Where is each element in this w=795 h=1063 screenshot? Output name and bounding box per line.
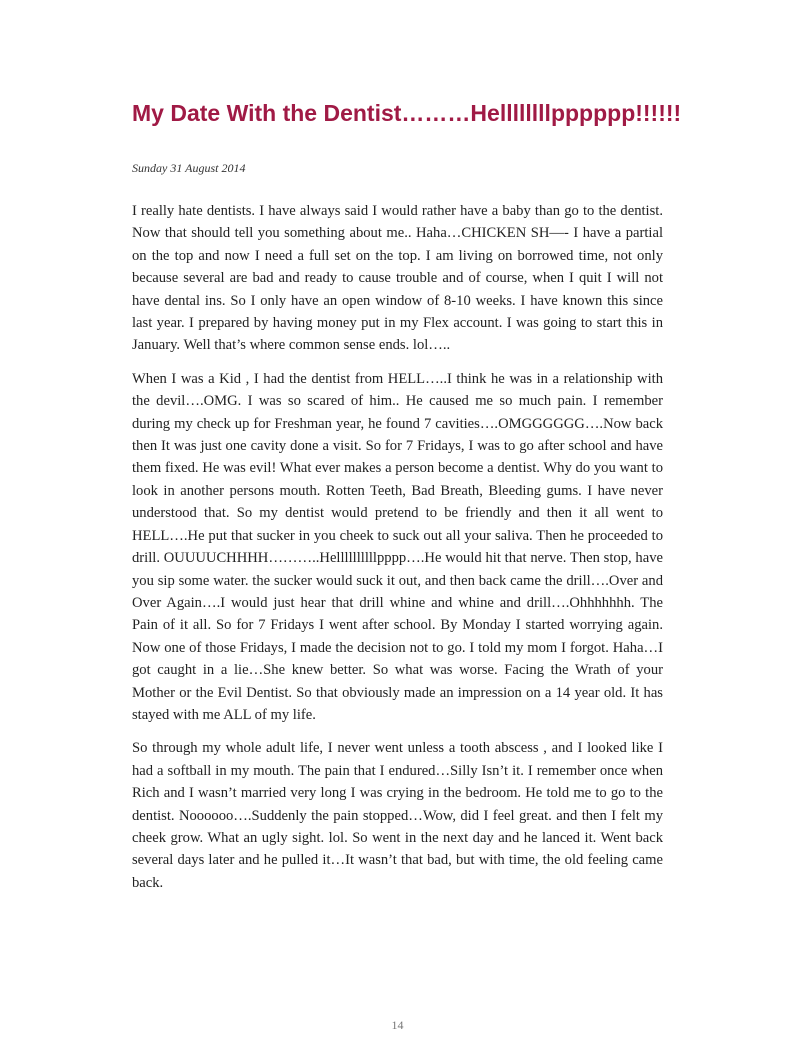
paragraph: I really hate dentists. I have always said I would rather have a baby than go to the dentist. Now that should tell you something about me.. Haha…CHICKEN SH—- I have a partial on the top and now I need a full set on the top. I am living on borrowed time, not only because several are bad and ready to cause trouble and of course, when I quit I will not have dental ins. So I only have an open window of 8-10 weeks. I have known this since last year. I prepared by having money put in my Flex account. I was going to start this in January. Well that’s where common sense ends. lol….. xyxy=(132,203,663,354)
post-date: Sunday 31 August 2014 xyxy=(132,161,246,175)
paragraph: When I was a Kid , I had the dentist from HELL…..I think he was in a relationship with the devil….OMG. I was so scared of him.. He caused me so much pain. I remember during my check up for Freshman year, he found 7 cavities….OMGGGGGG….Now back then It was just one cavity done a visit. So for 7 Fridays, I was to go after school and have them fixed. He was evil! What ever makes a person become a dentist. Why do you want to look in another persons mouth. Rotten Teeth, Bad Breath, Bleeding gums. I have never understood that. So my dentist would pretend to be friendly and then it all went to HELL….He put that sucker in you cheek to suck out all your saliva. Then he proceeded to drill. OUUUUCHHHH………..Hellllllllllpppp….He would hit that nerve. Then stop, have you sip some water. the sucker would suck it out, and then back came the drill….Over and Over Again….I would just hear that drill whine and whine and drill….Ohhhhhhh. The Pain of it all. So for 7 Fridays I went after school. By Monday I started worrying again. Now one of those Fridays, I made the decision not to go. I told my mom I forgot. Haha…I got caught in a lie…She knew better. So what was worse. Facing the Wrath of your Mother or the Evil Dentist. So that obviously made an impression on a 14 year old. It has stayed with me ALL of my life. xyxy=(132,370,663,723)
page-number: 14 xyxy=(391,1018,404,1032)
post-title: My Date With the Dentist………Hellllllllpppppp!!!!!! xyxy=(132,100,682,126)
paragraph: So through my whole adult life, I never went unless a tooth abscess , and I looked like I had a softball in my mouth. The pain that I endured…Silly Isn’t it. I remember once when Rich and I wasn’t married very long I was crying in the bedroom. He told me to go to the dentist. Noooooo….Suddenly the pain stopped…Wow, did I feel great. and then I felt my cheek grow. What an ugly sight. lol. So went in the next day and he lanced it. Went back several days later and he pulled it…It wasn’t that bad, but with time, the old feeling came back. xyxy=(132,740,663,891)
post-body xyxy=(132,200,663,905)
